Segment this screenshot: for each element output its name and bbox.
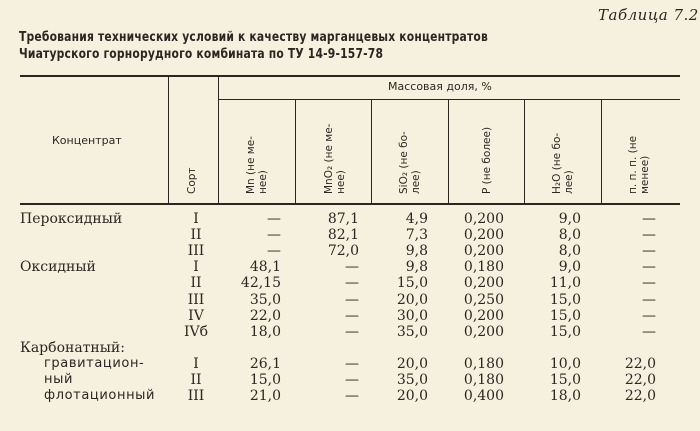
header-grade: Сорт: [186, 167, 198, 194]
cell-grade: III: [187, 291, 205, 308]
row-concentrate-name: ный: [44, 372, 74, 387]
row-concentrate-name: Оксидный: [20, 259, 96, 276]
cell-ppp: —: [642, 243, 656, 260]
cell-grade: I: [193, 355, 199, 372]
col-divider: [524, 100, 525, 203]
cell-mno2: —: [345, 388, 359, 405]
cell-p: 0,180: [463, 355, 504, 372]
row-concentrate-name: Карбонатный:: [20, 339, 125, 356]
table-number: Таблица 7.2: [598, 6, 699, 24]
header-concentrate: Концентрат: [52, 134, 122, 147]
cell-mno2: —: [345, 372, 359, 388]
cell-sio2: 9,8: [405, 259, 428, 276]
cell-p: 0,200: [463, 323, 504, 340]
cell-h2o: 11,0: [549, 275, 581, 292]
cell-mn: 42,15: [240, 275, 281, 292]
header-p: P (не более): [481, 126, 493, 194]
header-mn: Mn (не ме- нее): [245, 136, 269, 194]
cell-mn: 18,0: [249, 323, 281, 340]
cell-sio2: 20,0: [396, 388, 428, 405]
col-divider: [218, 76, 219, 203]
cell-sio2: 15,0: [396, 275, 428, 292]
row-concentrate-name: гравитацион-: [44, 355, 145, 371]
cell-mn: 26,1: [249, 355, 281, 372]
cell-h2o: 15,0: [549, 291, 581, 308]
col-divider: [448, 100, 449, 203]
col-divider: [601, 100, 602, 203]
cell-h2o: 9,0: [558, 259, 581, 276]
header-mno2: MnO₂ (не ме- нее): [323, 123, 347, 194]
cell-mn: 22,0: [249, 307, 281, 324]
cell-mn: 15,0: [249, 372, 281, 388]
cell-ppp: —: [642, 227, 656, 244]
cell-ppp: —: [642, 307, 656, 324]
cell-mno2: —: [345, 323, 359, 340]
cell-ppp: 22,0: [624, 388, 656, 405]
cell-ppp: —: [642, 291, 656, 308]
cell-h2o: 9,0: [558, 211, 581, 227]
cell-h2o: 10,0: [549, 355, 581, 372]
cell-h2o: 15,0: [549, 323, 581, 340]
cell-h2o: 15,0: [549, 307, 581, 324]
caption-line-2: Чиатурского горнорудного комбината по ТУ 14-9-157-78: [19, 47, 384, 62]
cell-grade: II: [190, 372, 202, 388]
group-rule: [219, 99, 680, 100]
cell-mno2: 87,1: [327, 211, 359, 227]
cell-grade: I: [193, 259, 199, 276]
col-divider: [168, 76, 169, 203]
cell-p: 0,200: [463, 307, 504, 324]
cell-p: 0,180: [463, 259, 504, 276]
cell-h2o: 15,0: [549, 372, 581, 388]
cell-p: 0,180: [463, 372, 504, 388]
cell-grade: III: [187, 388, 205, 405]
cell-mno2: 82,1: [327, 227, 359, 244]
cell-p: 0,200: [463, 211, 504, 227]
cell-grade: II: [190, 227, 202, 244]
cell-mn: 35,0: [249, 291, 281, 308]
caption-line-1: Требования технических условий к качеству марганцевых концентратов: [19, 30, 488, 45]
cell-ppp: —: [642, 323, 656, 340]
row-concentrate-name: флотационный: [44, 388, 156, 404]
cell-sio2: 35,0: [396, 323, 428, 340]
header-h2o: H₂O (не бо- лее): [551, 132, 575, 194]
cell-grade: I: [193, 211, 199, 227]
cell-ppp: 22,0: [624, 372, 656, 388]
header-bottom-rule: [20, 203, 680, 205]
cell-grade: IVб: [183, 323, 209, 340]
cell-sio2: 30,0: [396, 307, 428, 324]
cell-mno2: —: [345, 259, 359, 276]
cell-p: 0,250: [463, 291, 504, 308]
cell-grade: IV: [188, 307, 204, 324]
cell-sio2: 35,0: [396, 372, 428, 388]
header-ppp: п. п. п. (не менее): [627, 135, 651, 194]
cell-sio2: 7,3: [405, 227, 428, 244]
cell-ppp: 22,0: [624, 355, 656, 372]
cell-ppp: —: [642, 211, 656, 227]
cell-sio2: 9,8: [405, 243, 428, 260]
cell-mno2: —: [345, 307, 359, 324]
cell-p: 0,200: [463, 243, 504, 260]
cell-h2o: 8,0: [558, 243, 581, 260]
cell-mn: —: [267, 211, 281, 227]
cell-h2o: 18,0: [549, 388, 581, 405]
col-divider: [371, 100, 372, 203]
cell-mno2: —: [345, 355, 359, 372]
cell-p: 0,400: [463, 388, 504, 405]
cell-mno2: 72,0: [327, 243, 359, 260]
col-divider: [295, 100, 296, 203]
cell-mn: 21,0: [249, 388, 281, 405]
header-sio2: SiO₂ (не бо- лее): [398, 131, 422, 194]
cell-p: 0,200: [463, 227, 504, 244]
cell-sio2: 20,0: [396, 291, 428, 308]
table-top-rule: [20, 75, 680, 77]
cell-grade: III: [187, 243, 205, 260]
header-mass-fraction: Массовая доля, %: [388, 80, 492, 93]
cell-sio2: 20,0: [396, 355, 428, 372]
cell-grade: II: [190, 275, 202, 292]
cell-mn: —: [267, 227, 281, 244]
cell-ppp: —: [642, 275, 656, 292]
cell-h2o: 8,0: [558, 227, 581, 244]
cell-mn: 48,1: [249, 259, 281, 276]
row-concentrate-name: Пероксидный: [20, 211, 123, 227]
cell-sio2: 4,9: [405, 211, 428, 227]
cell-mn: —: [267, 243, 281, 260]
cell-p: 0,200: [463, 275, 504, 292]
cell-mno2: —: [345, 291, 359, 308]
cell-ppp: —: [642, 259, 656, 276]
cell-mno2: —: [345, 275, 359, 292]
